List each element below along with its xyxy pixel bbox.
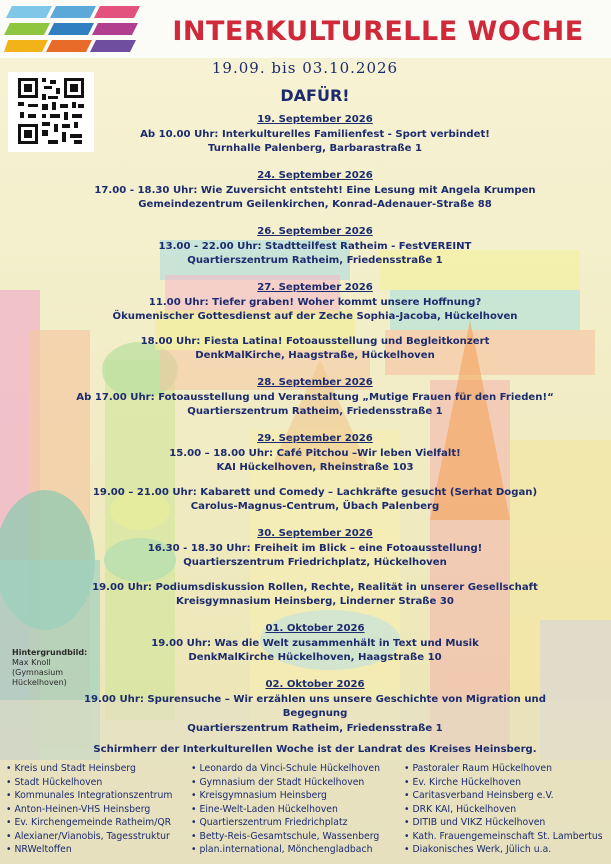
event-title: 15.00 – 18.00 Uhr: Café Pitchou –Wir leben Vielfalt! xyxy=(169,447,461,459)
event-title: 11.00 Uhr: Tiefer graben! Woher kommt unsere Hoffnung? xyxy=(148,296,482,308)
iw-logo-icon xyxy=(4,4,144,58)
partner-item: • Kreis und Stadt Heinsberg xyxy=(6,762,191,776)
event-location: DenkMalKirche, Haagstraße, Hückelhoven xyxy=(195,350,435,361)
event-title: 19.00 Uhr: Spurensuche – Wir erzählen uns unsere Geschichte von Migration und Begegnung xyxy=(84,693,546,719)
partner-item: • NRWeltoffen xyxy=(6,843,191,857)
event-title: 13.00 - 22.00 Uhr: Stadtteilfest Ratheim - FestVEREINT xyxy=(158,240,472,252)
event-entry xyxy=(60,622,570,666)
event-date: 28. September 2026 xyxy=(257,377,373,388)
event-date: 01. Oktober 2026 xyxy=(265,623,365,634)
credit-line: (Gymnasium xyxy=(12,668,64,677)
event-date: 26. September 2026 xyxy=(257,226,373,237)
event-date: 27. September 2026 xyxy=(257,282,373,293)
event-title: 19.00 – 21.00 Uhr: Kabarett und Comedy – Lachkräfte gesucht (Serhat Dogan) xyxy=(92,486,538,498)
partner-item: • Kommunales Integrationszentrum xyxy=(6,789,191,803)
partner-item: • DITIB und VIKZ Hückelhoven xyxy=(404,816,604,830)
event-entry xyxy=(60,376,570,420)
patron-note: Schirmherr der Interkulturellen Woche ist der Landrat des Kreises Heinsberg. xyxy=(93,744,537,755)
partner-item: • Stadt Hückelhoven xyxy=(6,776,191,790)
event-entry xyxy=(60,225,570,269)
event-location: Gemeindezentrum Geilenkirchen, Konrad-Adenauer-Straße 88 xyxy=(138,199,492,210)
partner-item: • Leonardo da Vinci-Schule Hückelhoven xyxy=(191,762,404,776)
event-date: 19. September 2026 xyxy=(257,114,373,125)
event-entry xyxy=(60,169,570,213)
partner-item: • DRK KAI, Hückelhoven xyxy=(404,803,604,817)
partner-item: • Anton-Heinen-VHS Heinsberg xyxy=(6,803,191,817)
partner-item: • Quartierszentrum Friedrichplatz xyxy=(191,816,404,830)
event-date: 24. September 2026 xyxy=(257,170,373,181)
event-entry xyxy=(60,335,570,364)
partner-item: • Gymnasium der Stadt Hückelhoven xyxy=(191,776,404,790)
partner-item: • plan.international, Mönchengladbach xyxy=(191,843,404,857)
partner-item: • Pastoraler Raum Hückelhoven xyxy=(404,762,604,776)
credit-line: Max Knoll xyxy=(12,658,51,667)
event-title: 17.00 - 18.30 Uhr: Wie Zuversicht entsteht! Eine Lesung mit Angela Krumpen xyxy=(94,184,536,196)
partner-column-1 xyxy=(6,762,191,857)
event-entry xyxy=(60,527,570,571)
event-location: Kreisgymnasium Heinsberg, Linderner Straße 30 xyxy=(176,596,454,607)
event-entry xyxy=(60,432,570,476)
event-date: 02. Oktober 2026 xyxy=(265,679,365,690)
event-entry xyxy=(60,113,570,157)
partner-item: • Diakonisches Werk, Jülich u.a. xyxy=(404,843,604,857)
event-location: DenkMalKirche Hückelhoven, Haagstraße 10 xyxy=(188,652,442,663)
partner-item: • Kath. Frauengemeinschaft St. Lambertus xyxy=(404,830,604,844)
credit-label: Hintergrundbild: xyxy=(12,648,88,657)
event-location: Carolus-Magnus-Centrum, Übach Palenberg xyxy=(190,501,440,512)
event-location: Quartierszentrum Ratheim, Friedensstraße 1 xyxy=(187,722,443,734)
slogan: DAFÜR! xyxy=(280,86,350,105)
event-location: Quartierszentrum Ratheim, Friedensstraße 1 xyxy=(187,406,443,417)
event-location: Quartierszentrum Friedrichplatz, Hückelhoven xyxy=(183,557,447,568)
event-list xyxy=(60,113,570,736)
event-entry xyxy=(60,678,570,736)
event-dates: 19.09. bis 03.10.2026 xyxy=(211,59,399,77)
partner-item: • Alexianer/Vianobis, Tagesstruktur xyxy=(6,830,191,844)
event-date: 29. September 2026 xyxy=(257,433,373,444)
partner-column-3 xyxy=(404,762,604,857)
event-title: 19.00 Uhr: Was die Welt zusammenhält in Text und Musik xyxy=(151,637,479,649)
partner-item: • Ev. Kirchengemeinde Ratheim/QR xyxy=(6,816,191,830)
partner-item: • Caritasverband Heinsberg e.V. xyxy=(404,789,604,803)
partner-list xyxy=(6,762,611,857)
event-location: KAI Hückelhoven, Rheinstraße 103 xyxy=(216,462,414,473)
event-location: Turnhalle Palenberg, Barbarastraße 1 xyxy=(207,143,423,154)
event-title: 18.00 Uhr: Fiesta Latina! Fotoausstellung und Begleitkonzert xyxy=(140,335,490,347)
page-title: INTERKULTURELLE WOCHE xyxy=(172,16,584,47)
event-title: 16.30 - 18.30 Uhr: Freiheit im Blick – eine Fotoausstellung! xyxy=(147,542,483,554)
event-title: 19.00 Uhr: Podiumsdiskussion Rollen, Rechte, Realität in unserer Gesellschaft xyxy=(92,581,538,593)
event-date: 30. September 2026 xyxy=(257,528,373,539)
partner-item: • Eine-Welt-Laden Hückelhoven xyxy=(191,803,404,817)
partner-item: • Ev. Kirche Hückelhoven xyxy=(404,776,604,790)
credit-line: Hückelhoven) xyxy=(12,678,67,687)
image-credit xyxy=(12,648,94,688)
partner-item: • Kreisgymnasium Heinsberg xyxy=(191,789,404,803)
event-location: Quartierszentrum Ratheim, Friedensstraße 1 xyxy=(187,255,443,266)
partner-item: • Betty-Reis-Gesamtschule, Wassenberg xyxy=(191,830,404,844)
partner-column-2 xyxy=(191,762,404,857)
event-entry xyxy=(60,581,570,610)
event-entry xyxy=(60,486,570,515)
event-entry xyxy=(60,281,570,325)
event-title: Ab 17.00 Uhr: Fotoausstellung und Veranstaltung „Mutige Frauen für den Frieden!“ xyxy=(76,391,554,403)
event-location: Ökumenischer Gottesdienst auf der Zeche Sophia-Jacoba, Hückelhoven xyxy=(112,311,518,322)
event-title: Ab 10.00 Uhr: Interkulturelles Familienfest - Sport verbindet! xyxy=(140,128,490,140)
